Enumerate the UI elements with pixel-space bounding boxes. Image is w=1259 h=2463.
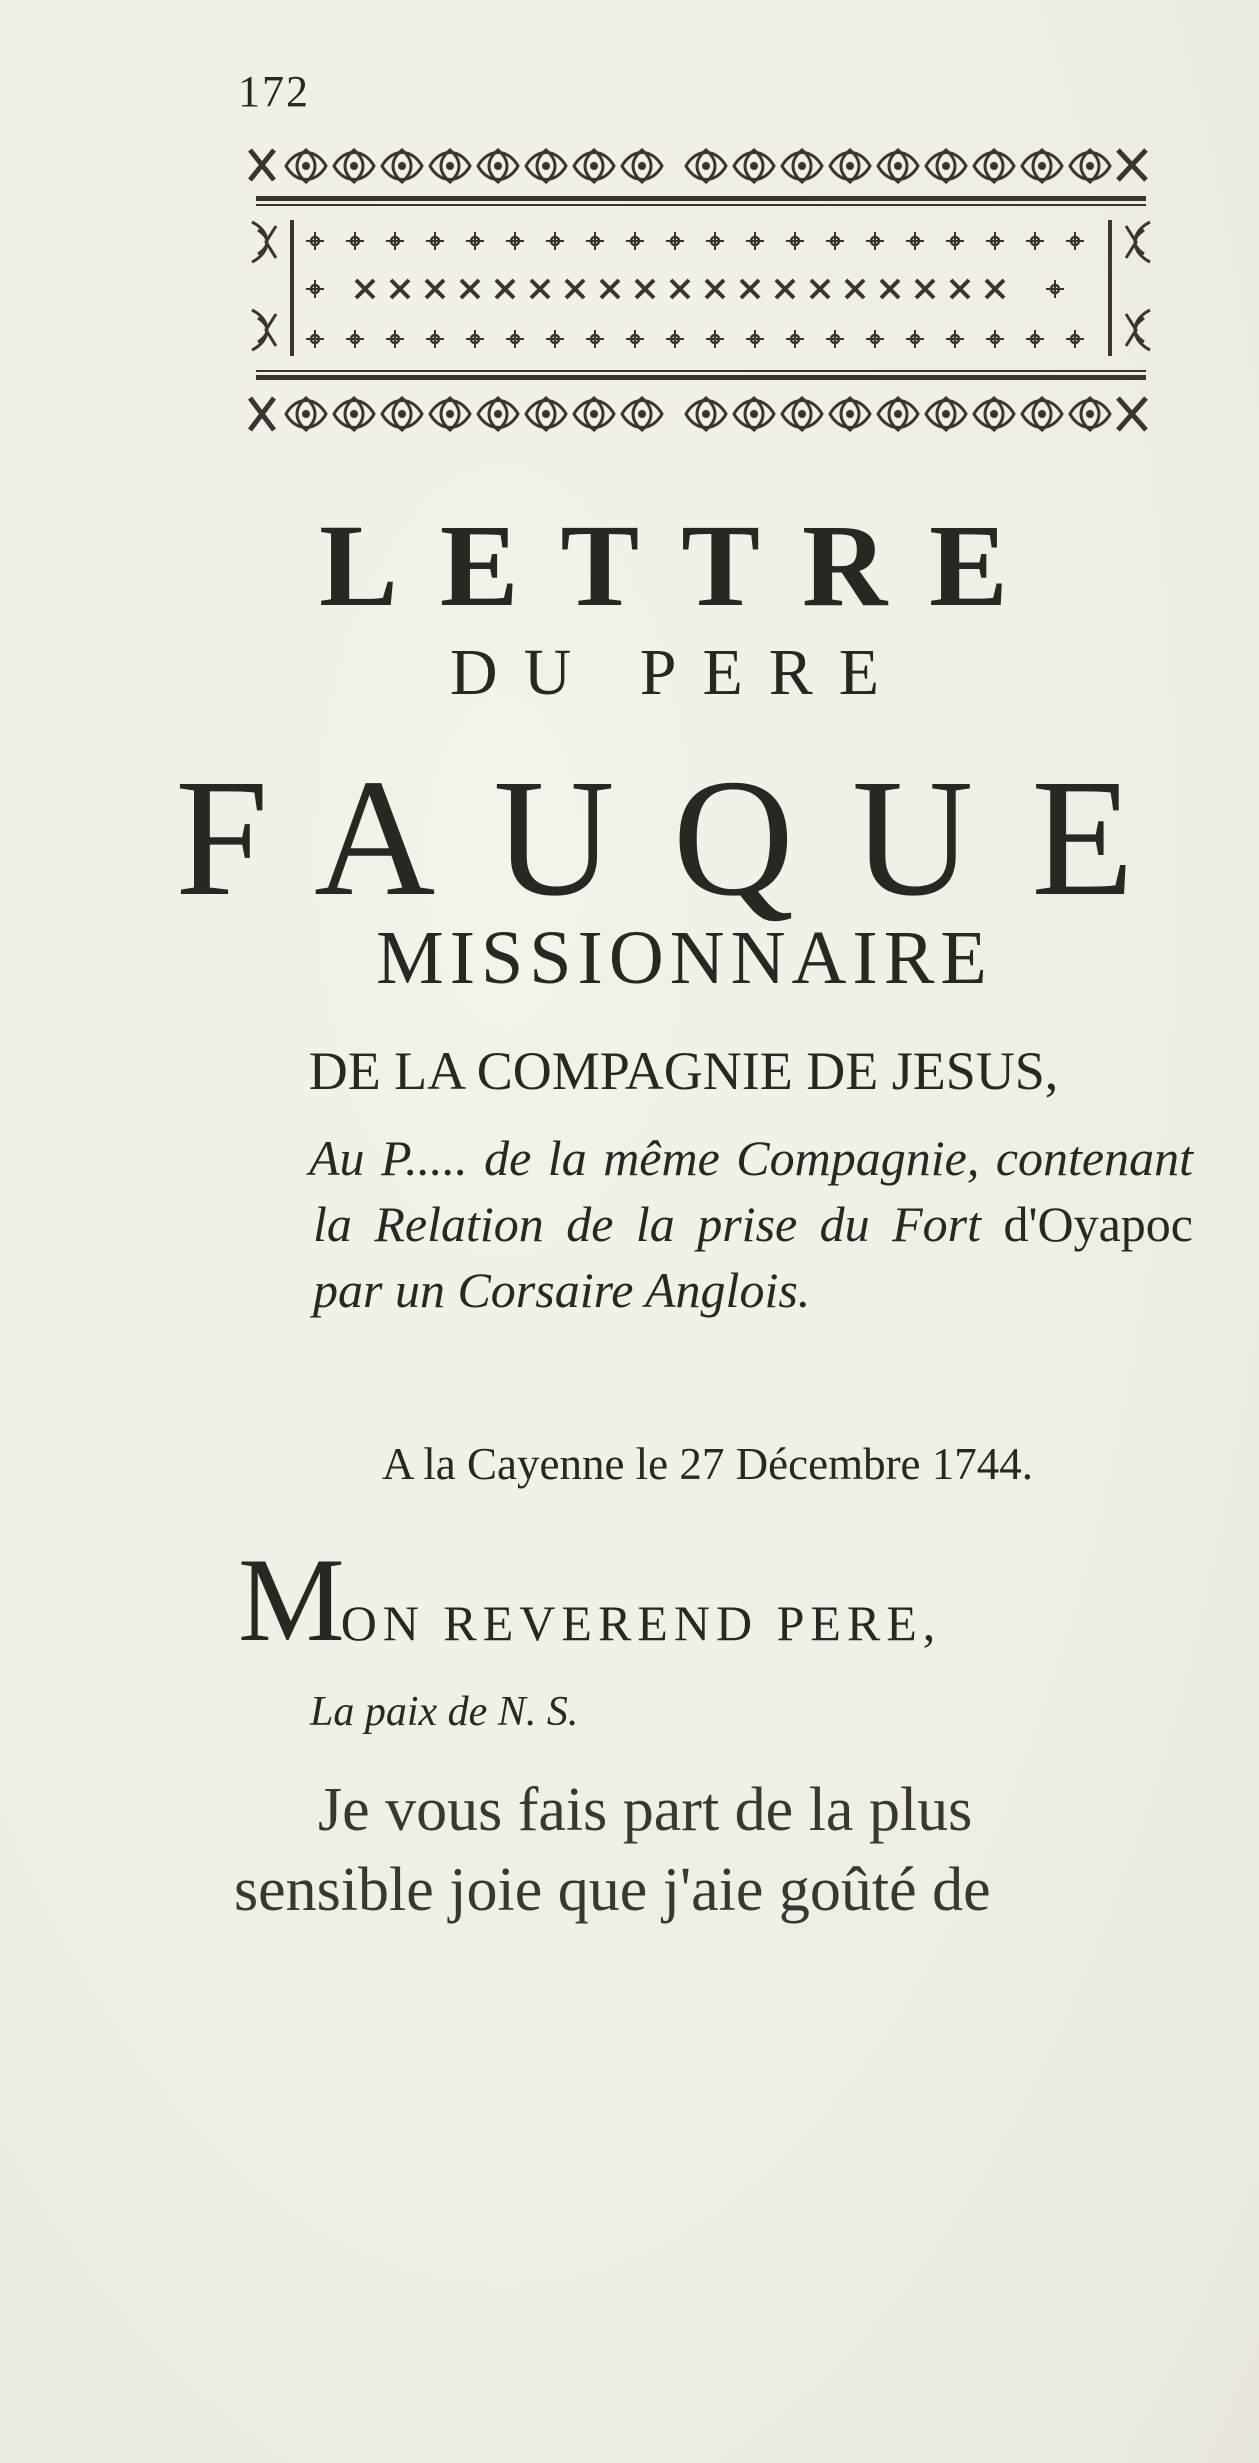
title-compagnie: DE LA COMPAGNIE DE JESUS, bbox=[308, 1041, 1059, 1101]
addressee-paragraph bbox=[309, 1125, 1193, 1323]
addressee-text-1: Au P..... de la même Compagnie, contenant la Relation de la prise du Fort bbox=[309, 1130, 1193, 1252]
salutation bbox=[238, 1533, 942, 1666]
body-line-2: sensible joie que j'aie goûté de bbox=[234, 1856, 991, 1924]
addressee-text-2: par un Corsaire Anglois. bbox=[313, 1262, 811, 1318]
body-line-1: Je vous fais part de la plus bbox=[318, 1776, 973, 1844]
dateline: A la Cayenne le 27 Décembre 1744. bbox=[382, 1439, 1034, 1489]
addressee-text-roman: d'Oyapoc bbox=[1003, 1196, 1193, 1252]
title-lettre: LETTRE bbox=[319, 500, 1050, 631]
salutation-dropcap: M bbox=[238, 1533, 345, 1666]
title-author-name: FAUQUE bbox=[175, 745, 1192, 931]
title-du-pere: DU PERE bbox=[449, 636, 906, 709]
title-missionnaire: MISSIONNAIRE bbox=[376, 916, 993, 1000]
greeting: La paix de N. S. bbox=[310, 1689, 579, 1735]
salutation-rest: ON REVEREND PERE, bbox=[340, 1595, 942, 1651]
headpiece-ornament-icon bbox=[246, 140, 1156, 448]
page-number: 172 bbox=[238, 67, 310, 116]
body-paragraph bbox=[234, 1770, 1188, 1930]
